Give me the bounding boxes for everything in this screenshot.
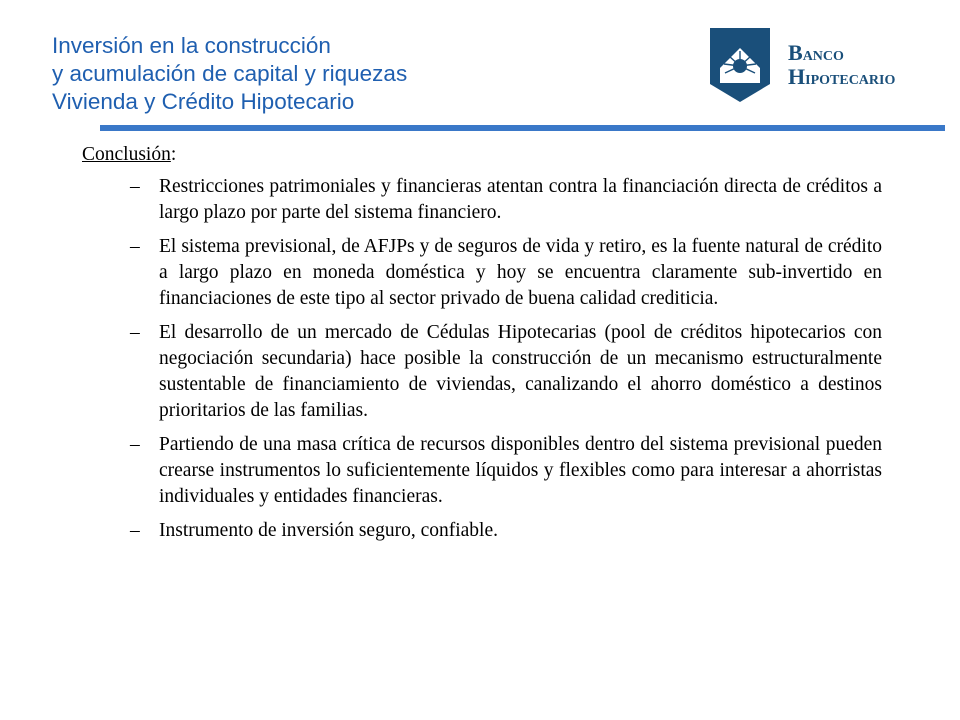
list-item-text: Instrumento de inversión seguro, confiable. xyxy=(159,520,498,541)
bullet-dash: – xyxy=(130,520,140,541)
conclusion-list xyxy=(82,174,882,544)
list-item-text: Partiendo de una masa crítica de recursos disponibles dentro del sistema previsional pueden crearse instrumentos lo suficientemente líquidos y flexibles como para interesar a ahorristas individuales y entidades financieras. xyxy=(159,434,882,507)
bullet-dash: – xyxy=(130,236,140,257)
list-item xyxy=(82,320,882,424)
slide-title xyxy=(52,32,692,116)
title-divider xyxy=(100,125,945,131)
list-item-text: Restricciones patrimoniales y financieras atentan contra la financiación directa de créditos a largo plazo por parte del sistema financiero. xyxy=(159,176,882,223)
conclusion-heading xyxy=(82,142,882,167)
logo-line-1-rest: ANCO xyxy=(802,49,844,64)
list-item-text: El desarrollo de un mercado de Cédulas Hipotecarias (pool de créditos hipotecarios con negociación secundaria) hace posible la construcción de un mecanismo estructuralmente sustentable de financiamiento de viviendas, canalizando el ahorro doméstico a destinos prioritarios de las familias. xyxy=(159,322,882,421)
logo-line-2-rest: IPOTECARIO xyxy=(805,73,896,88)
title-line-3: Vivienda y Crédito Hipotecario xyxy=(52,89,355,114)
list-item xyxy=(82,518,882,544)
slide-body xyxy=(82,142,882,552)
logo-line-2-initial: H xyxy=(788,64,806,89)
list-item xyxy=(82,432,882,510)
logo-line-1 xyxy=(788,40,844,65)
conclusion-heading-colon: : xyxy=(170,144,177,165)
conclusion-heading-text: Conclusión xyxy=(82,144,171,165)
banco-hipotecario-logo xyxy=(708,28,908,102)
logo-line-1-initial: B xyxy=(788,40,803,65)
title-line-1: Inversión en la construcción xyxy=(52,33,331,58)
title-line-2: y acumulación de capital y riquezas xyxy=(52,61,408,86)
bullet-dash: – xyxy=(130,176,140,197)
list-item xyxy=(82,174,882,226)
logo-shield-icon xyxy=(710,28,770,102)
list-item xyxy=(82,234,882,312)
logo-line-2 xyxy=(788,64,895,89)
bullet-dash: – xyxy=(130,322,140,343)
list-item-text: El sistema previsional, de AFJPs y de seguros de vida y retiro, es la fuente natural de crédito a largo plazo en moneda doméstica y hoy se encuentra claramente sub-invertido en financiaciones de este tipo al sector privado de buena calidad crediticia. xyxy=(159,236,882,309)
bullet-dash: – xyxy=(130,434,140,455)
